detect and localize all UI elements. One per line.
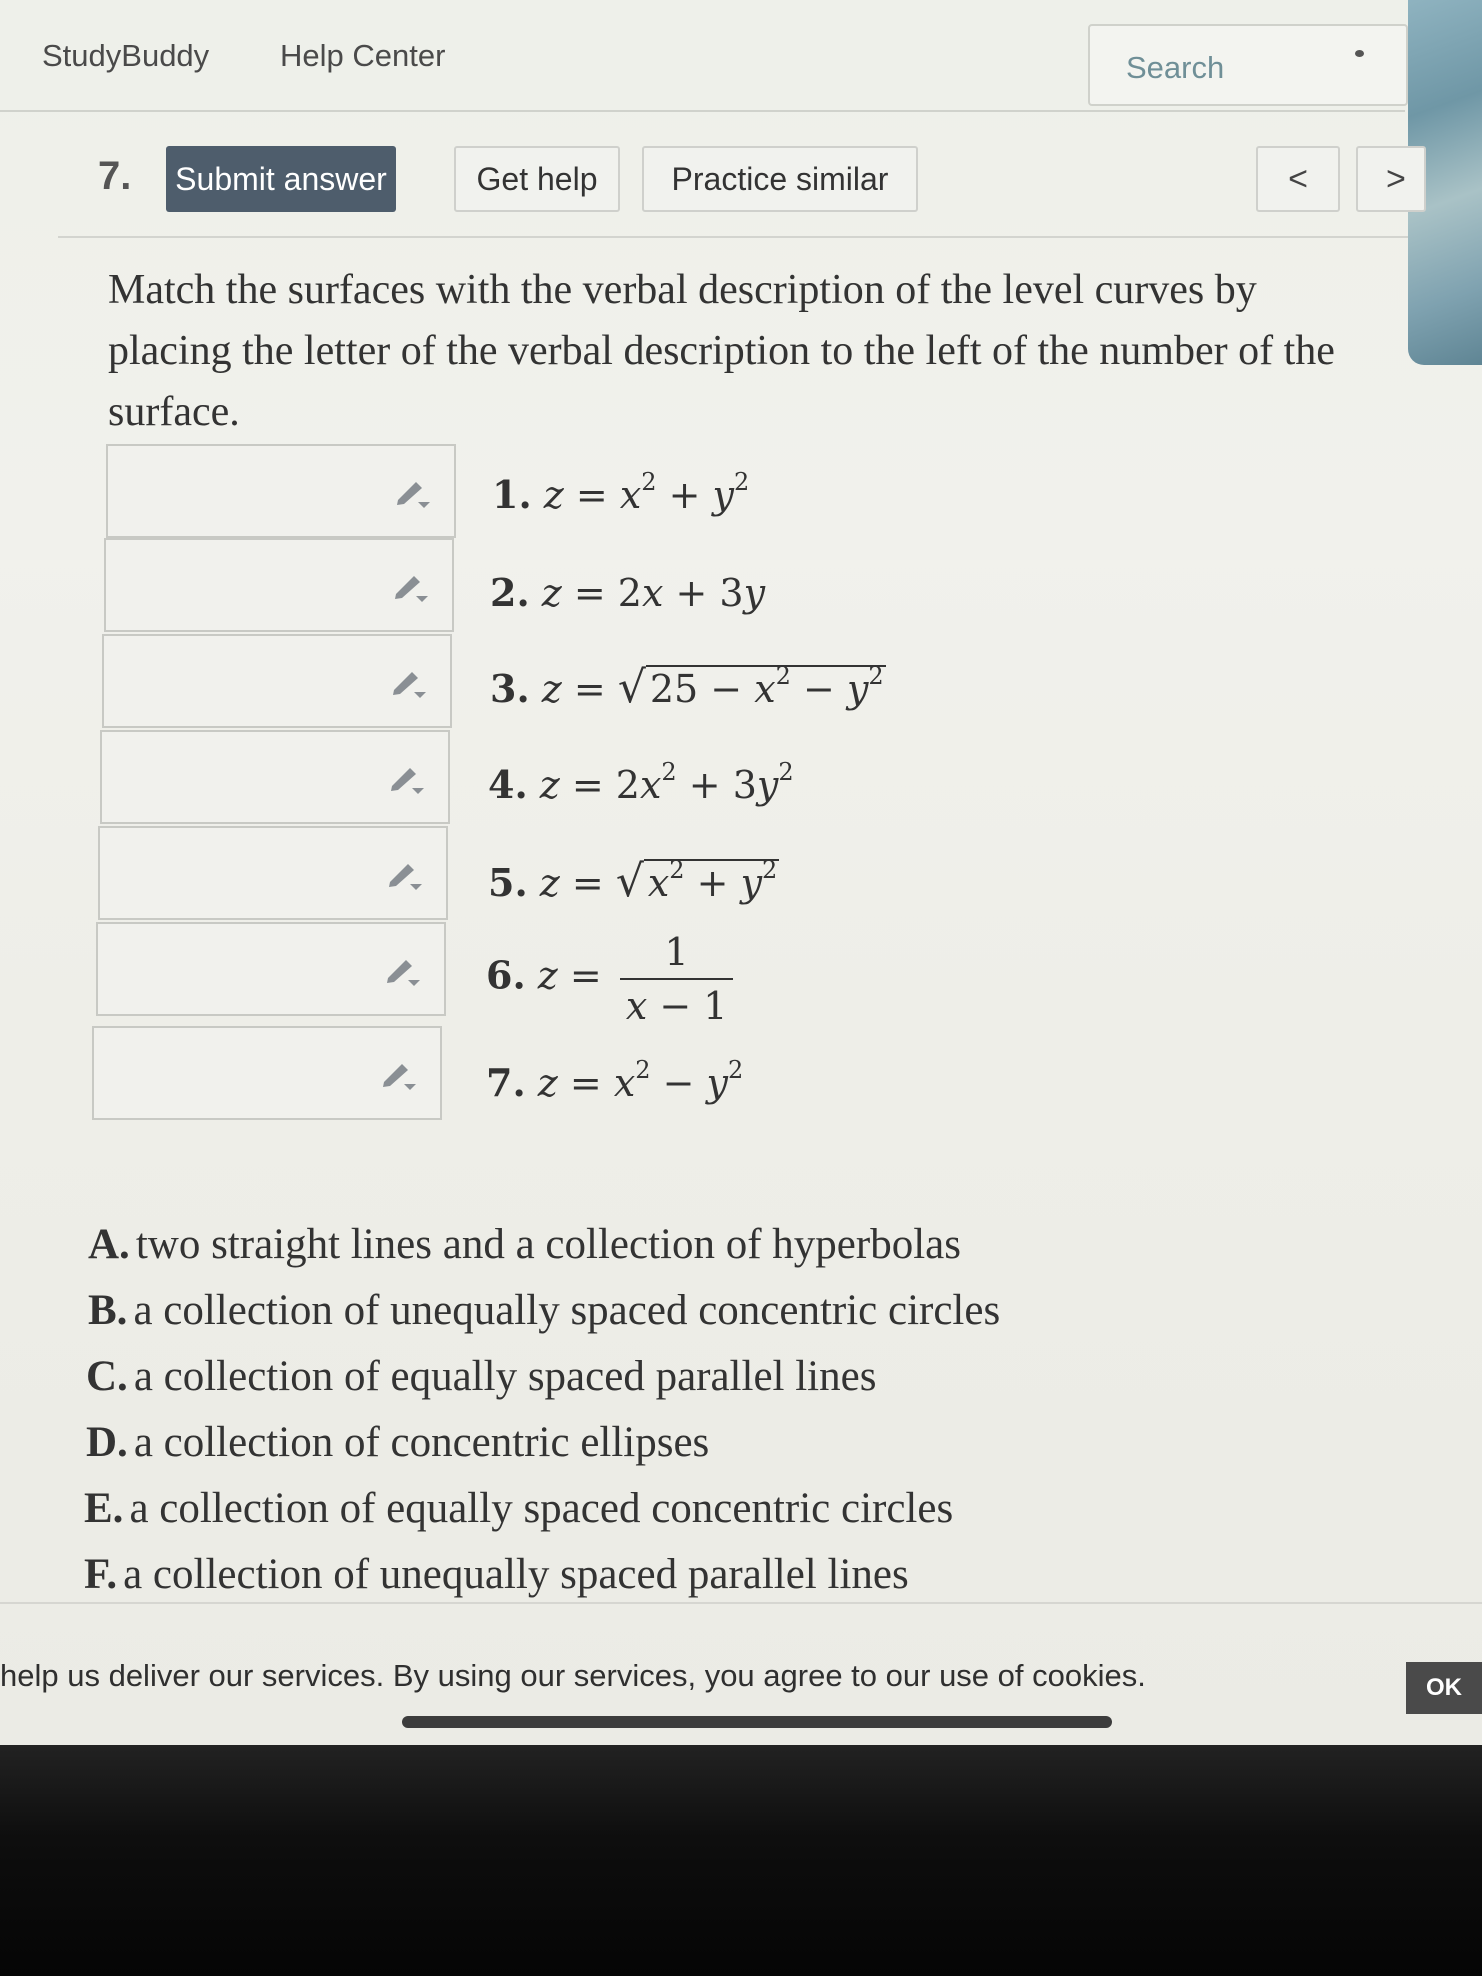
question-number: 7. bbox=[98, 154, 132, 198]
cookie-ok-button[interactable]: OK bbox=[1406, 1662, 1482, 1714]
surface-number: 7. bbox=[486, 1060, 526, 1105]
previous-question-button[interactable]: < bbox=[1256, 146, 1340, 212]
choice-text: a collection of equally spaced concentric circles bbox=[129, 1485, 954, 1532]
surface-6 bbox=[486, 930, 733, 1028]
fraction: $\frac{1}{x - 1}$ bbox=[620, 930, 734, 1028]
sqrt-symbol: √ bbox=[615, 856, 644, 907]
next-question-button[interactable]: > bbox=[1356, 146, 1426, 212]
surface-number: 5. bbox=[488, 860, 528, 905]
surface-number: 3. bbox=[490, 666, 530, 711]
answer-input-4[interactable] bbox=[100, 730, 450, 824]
choice-letter: B. bbox=[88, 1287, 128, 1334]
surface-lhs: z = bbox=[541, 571, 606, 615]
radicand: $x^2 + y^2$ bbox=[644, 859, 779, 905]
answer-input-6[interactable] bbox=[96, 922, 446, 1016]
get-help-button[interactable]: Get help bbox=[454, 146, 620, 212]
surface-2: 2. z = 2x + 3y bbox=[490, 570, 766, 615]
choice-a bbox=[88, 1220, 961, 1269]
cookie-notice: help us deliver our services. By using our services, you agree to our use of cookies. bbox=[0, 1658, 1146, 1693]
surface-term: y bbox=[743, 571, 766, 615]
answer-input-7[interactable] bbox=[92, 1026, 442, 1120]
pencil-dropdown-icon bbox=[390, 664, 428, 698]
toolbar-divider bbox=[58, 236, 1408, 238]
surface-term: x bbox=[619, 473, 642, 517]
content-divider bbox=[0, 1602, 1482, 1604]
surface-lhs: z = bbox=[537, 1061, 602, 1105]
monitor-bezel bbox=[0, 1745, 1482, 1976]
sqrt-symbol: √ bbox=[617, 662, 646, 713]
submit-answer-button[interactable]: Submit answer bbox=[166, 146, 396, 212]
surface-3 bbox=[490, 662, 886, 713]
surface-1: 1. $z = x^2 + y^2$ bbox=[492, 468, 750, 517]
help-center-link[interactable]: Help Center bbox=[280, 38, 446, 73]
brand-link[interactable]: StudyBuddy bbox=[42, 38, 210, 73]
search-input[interactable] bbox=[1088, 24, 1408, 106]
pencil-dropdown-icon bbox=[386, 856, 424, 890]
answer-input-5[interactable] bbox=[98, 826, 448, 920]
choice-letter: A. bbox=[88, 1221, 130, 1268]
surface-5 bbox=[488, 856, 779, 907]
surface-term: 2 bbox=[641, 468, 657, 496]
choice-text: a collection of equally spaced parallel lines bbox=[133, 1353, 877, 1400]
question-instructions: Match the surfaces with the verbal description of the level curves by placing the letter of the verbal description to the left of the number of the surface. bbox=[108, 267, 1335, 435]
pencil-dropdown-icon bbox=[394, 474, 432, 508]
answer-input-3[interactable] bbox=[102, 634, 452, 728]
radicand: $25 - x^2 - y^2$ bbox=[646, 665, 886, 711]
surface-lhs: z = bbox=[543, 473, 608, 517]
answer-input-2[interactable] bbox=[104, 538, 454, 632]
choice-b bbox=[88, 1286, 1000, 1335]
surface-lhs: z = bbox=[537, 953, 602, 998]
pencil-dropdown-icon bbox=[380, 1056, 418, 1090]
choice-text: a collection of unequally spaced concentric circles bbox=[133, 1287, 1001, 1334]
choice-letter: E. bbox=[84, 1485, 124, 1532]
pencil-dropdown-icon bbox=[388, 760, 426, 794]
surface-term: y bbox=[712, 473, 734, 517]
choice-c bbox=[86, 1352, 876, 1401]
search-placeholder: Search bbox=[1126, 50, 1225, 85]
question-toolbar bbox=[58, 138, 1408, 238]
surface-lhs: z = bbox=[541, 667, 606, 711]
horizontal-scrollbar[interactable] bbox=[402, 1716, 1112, 1728]
choice-f bbox=[84, 1550, 909, 1599]
surface-lhs: z = bbox=[539, 861, 604, 905]
answer-input-1[interactable] bbox=[106, 444, 456, 538]
practice-similar-button[interactable]: Practice similar bbox=[642, 146, 918, 212]
surface-number: 2. bbox=[490, 570, 530, 615]
choice-letter: C. bbox=[86, 1353, 128, 1400]
choice-e bbox=[84, 1484, 953, 1533]
surface-7: 7. $z = x^2 - y^2$ bbox=[486, 1056, 744, 1105]
surface-term: x bbox=[641, 571, 664, 615]
surface-4: 4. $z = 2x^2 + 3y^2$ bbox=[488, 758, 794, 807]
surface-number: 6. bbox=[486, 952, 526, 998]
choice-letter: F. bbox=[84, 1551, 118, 1598]
surface-number: 4. bbox=[488, 762, 528, 807]
top-navigation bbox=[0, 0, 1405, 112]
choice-text: a collection of unequally spaced parallel lines bbox=[123, 1551, 909, 1598]
choice-d bbox=[86, 1418, 709, 1467]
choice-text: a collection of concentric ellipses bbox=[133, 1419, 710, 1466]
pencil-dropdown-icon bbox=[384, 952, 422, 986]
surface-number: 1. bbox=[492, 472, 532, 517]
choice-letter: D. bbox=[86, 1419, 128, 1466]
choice-text: two straight lines and a collection of hyperbolas bbox=[135, 1221, 961, 1268]
surface-lhs: z = bbox=[539, 763, 604, 807]
search-icon bbox=[1355, 50, 1364, 57]
surface-term: 2 bbox=[734, 468, 750, 496]
pencil-dropdown-icon bbox=[392, 568, 430, 602]
